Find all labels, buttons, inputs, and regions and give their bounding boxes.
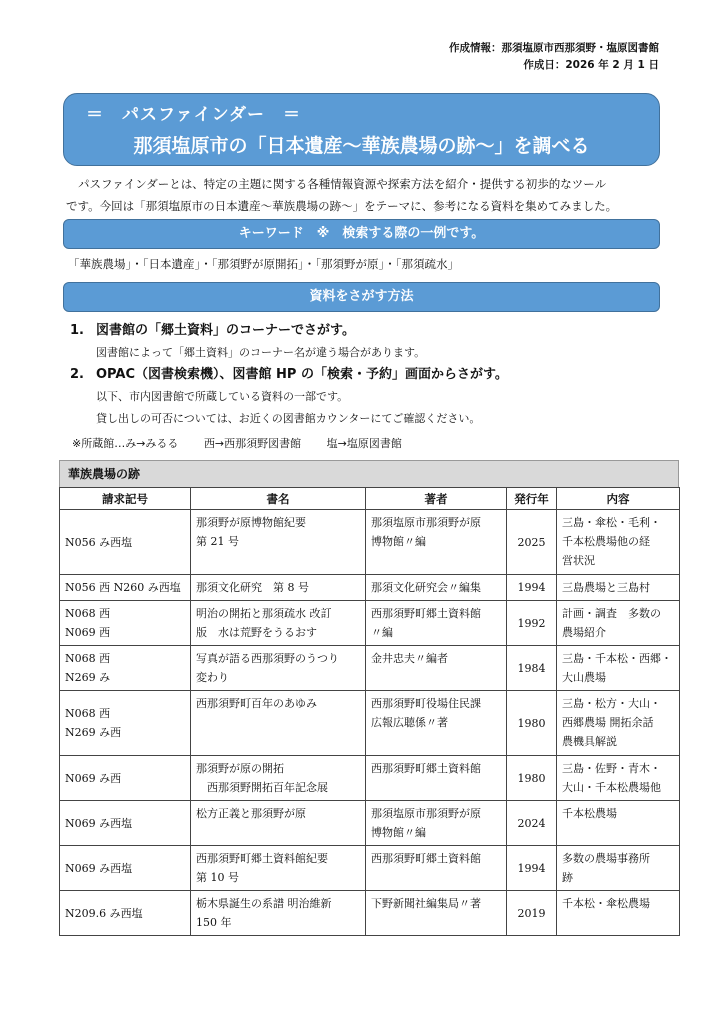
cell-call-number-line: N068 西 bbox=[65, 652, 111, 665]
cell-book-title bbox=[191, 756, 366, 801]
cell-content-line: 跡 bbox=[562, 871, 573, 884]
library-legend bbox=[72, 435, 424, 451]
legend-shiobara: 塩→塩原図書館 bbox=[326, 437, 402, 450]
cell-content-line: 大山農場 bbox=[562, 671, 606, 684]
cell-call-number bbox=[60, 601, 191, 646]
cell-call-number-line: N209.6 み西塩 bbox=[65, 906, 143, 920]
cell-author-line: 金井忠夫〃編者 bbox=[371, 652, 448, 665]
table-row bbox=[60, 891, 680, 936]
cell-content-line: 三島・松方・大山・ bbox=[562, 697, 661, 710]
table-row bbox=[60, 601, 680, 646]
header-author: 著者 bbox=[366, 488, 507, 510]
cell-call-number bbox=[60, 510, 191, 575]
cell-call-number bbox=[60, 801, 191, 846]
method-num: 1. bbox=[70, 323, 84, 338]
cell-book-title-line: 西那須野町百年のあゆみ bbox=[196, 697, 317, 710]
method-label: OPAC（図書検索機）、図書館 HP の「検索・予約」画面からさがす。 bbox=[96, 367, 508, 382]
cell-call-number-line: N068 西 bbox=[65, 607, 111, 620]
method-note: 以下、市内図書館で所蔵している資料の一部です。 bbox=[96, 390, 349, 403]
cell-year: 1994 bbox=[507, 575, 557, 601]
resource-table-section bbox=[59, 460, 679, 936]
cell-call-number bbox=[60, 575, 191, 601]
cell-book-title-line: 那須野が原の開拓 bbox=[196, 762, 284, 775]
cell-book-title-line: 西那須野開拓百年記念展 bbox=[196, 781, 328, 794]
intro-line-2: です。今回は「那須塩原市の日本遺産～華族農場の跡～」をテーマに、参考になる資料を集めてみました。 bbox=[66, 199, 618, 213]
cell-call-number-line: N269 み bbox=[65, 671, 111, 684]
cell-content-line: 西郷農場 開拓余話 bbox=[562, 716, 654, 729]
intro-text bbox=[66, 173, 666, 217]
cell-author bbox=[366, 646, 507, 691]
method-note: 図書館によって「郷土資料」のコーナー名が違う場合があります。 bbox=[96, 346, 426, 359]
cell-book-title bbox=[191, 691, 366, 756]
cell-author-line: 〃編 bbox=[371, 626, 393, 639]
cell-book-title-line: 第 21 号 bbox=[196, 535, 239, 548]
cell-book-title-line: 第 10 号 bbox=[196, 871, 239, 884]
cell-content-line: 三島農場と三島村 bbox=[562, 581, 650, 594]
cell-content bbox=[557, 510, 680, 575]
table-row bbox=[60, 846, 680, 891]
author-info: 作成情報：那須塩原市西那須野・塩原図書館 bbox=[449, 42, 659, 54]
cell-call-number-line: N269 み西 bbox=[65, 726, 122, 739]
table-row bbox=[60, 691, 680, 756]
cell-book-title bbox=[191, 601, 366, 646]
cell-year: 2024 bbox=[507, 801, 557, 846]
keyword-header: キーワード ※ 検索する際の一例です。 bbox=[63, 219, 660, 249]
cell-call-number-line: N056 み西塩 bbox=[65, 535, 133, 549]
cell-book-title bbox=[191, 846, 366, 891]
method-num: 2. bbox=[70, 367, 84, 382]
legend-mirumiru: ※所蔵館…み→みるる bbox=[72, 437, 179, 450]
method-header: 資料をさがす方法 bbox=[63, 282, 660, 312]
method-note: 貸し出しの可否については、お近くの図書館カウンターにてご確認ください。 bbox=[96, 412, 481, 425]
cell-call-number-line: N056 西 N260 み西塩 bbox=[65, 581, 181, 594]
cell-call-number bbox=[60, 691, 191, 756]
cell-call-number-line: N069 み西塩 bbox=[65, 861, 133, 875]
created-date: 作成日：2026 年 2 月 1 日 bbox=[523, 59, 659, 71]
cell-content-line: 千本松農場他の経 bbox=[562, 535, 650, 548]
cell-author-line: 西那須野町郷土資料館 bbox=[371, 852, 481, 865]
cell-content-line: 営状況 bbox=[562, 554, 595, 567]
cell-content-line: 農機具解説 bbox=[562, 735, 617, 748]
header-call-number: 請求記号 bbox=[60, 488, 191, 510]
cell-content-line: 多数の農場事務所 bbox=[562, 852, 650, 865]
cell-content-line: 三島・佐野・青木・ bbox=[562, 762, 661, 775]
cell-content-line: 千本松農場 bbox=[562, 807, 617, 820]
cell-content-line: 三島・千本松・西郷・ bbox=[562, 652, 672, 665]
cell-content bbox=[557, 801, 680, 846]
method-list bbox=[70, 320, 670, 430]
cell-content-line: 農場紹介 bbox=[562, 626, 606, 639]
cell-call-number bbox=[60, 846, 191, 891]
method-label: 図書館の「郷土資料」のコーナーでさがす。 bbox=[96, 323, 355, 338]
cell-content-line: 大山・千本松農場他 bbox=[562, 781, 661, 794]
cell-author bbox=[366, 756, 507, 801]
intro-line-1: パスファインダーとは、特定の主題に関する各種情報資源や探索方法を紹介・提供する初歩的なツール bbox=[78, 177, 607, 191]
keyword-list: 「華族農場」・「日本遺産」・「那須野が原開拓」・「那須野が原」・「那須疏水」 bbox=[68, 257, 459, 271]
table-row bbox=[60, 801, 680, 846]
cell-author-line: 西那須野町役場住民課 bbox=[371, 697, 481, 710]
cell-author bbox=[366, 846, 507, 891]
table-section-title: 華族農場の跡 bbox=[59, 460, 679, 487]
cell-year: 2025 bbox=[507, 510, 557, 575]
title-pathfinder: ＝ パスファインダー ＝ bbox=[86, 105, 301, 125]
table-row bbox=[60, 575, 680, 601]
cell-book-title bbox=[191, 510, 366, 575]
cell-content bbox=[557, 691, 680, 756]
cell-author-line: 西那須野町郷土資料館 bbox=[371, 762, 481, 775]
cell-book-title-line: 栃木県誕生の系譜 明治維新 bbox=[196, 897, 332, 910]
method-item-2 bbox=[70, 364, 670, 386]
cell-book-title-line: 松方正義と那須野が原 bbox=[196, 807, 306, 820]
cell-call-number bbox=[60, 891, 191, 936]
cell-call-number bbox=[60, 756, 191, 801]
cell-author bbox=[366, 801, 507, 846]
cell-author bbox=[366, 510, 507, 575]
cell-content-line: 計画・調査 多数の bbox=[562, 607, 661, 620]
cell-book-title-line: 変わり bbox=[196, 671, 229, 684]
cell-content-line: 三島・傘松・毛利・ bbox=[562, 516, 661, 529]
cell-content bbox=[557, 891, 680, 936]
cell-author-line: 那須塩原市那須野が原 bbox=[371, 516, 481, 529]
cell-book-title bbox=[191, 646, 366, 691]
cell-book-title bbox=[191, 575, 366, 601]
legend-nishinasuno: 西→西那須野図書館 bbox=[203, 437, 302, 450]
cell-book-title-line: 写真が語る西那須野のうつり bbox=[196, 652, 339, 665]
cell-year: 1980 bbox=[507, 756, 557, 801]
cell-content bbox=[557, 756, 680, 801]
cell-author-line: 西那須野町郷土資料館 bbox=[371, 607, 481, 620]
cell-author bbox=[366, 691, 507, 756]
cell-book-title bbox=[191, 891, 366, 936]
cell-author-line: 博物館〃編 bbox=[371, 826, 426, 839]
cell-book-title-line: 版 水は荒野をうるおす bbox=[196, 626, 317, 639]
cell-author-line: 博物館〃編 bbox=[371, 535, 426, 548]
cell-author bbox=[366, 891, 507, 936]
cell-call-number-line: N069 み西塩 bbox=[65, 816, 133, 830]
cell-year: 1992 bbox=[507, 601, 557, 646]
cell-content-line: 千本松・傘松農場 bbox=[562, 897, 650, 910]
table-row bbox=[60, 756, 680, 801]
cell-book-title-line: 那須文化研究 第 8 号 bbox=[196, 581, 309, 594]
cell-book-title-line: 西那須野町郷土資料館紀要 bbox=[196, 852, 328, 865]
cell-author-line: 那須塩原市那須野が原 bbox=[371, 807, 481, 820]
cell-book-title bbox=[191, 801, 366, 846]
cell-call-number-line: N069 西 bbox=[65, 626, 111, 639]
document-meta bbox=[449, 40, 659, 74]
cell-call-number bbox=[60, 646, 191, 691]
page-title: 那須塩原市の「日本遺産～華族農場の跡～」を調べる bbox=[133, 135, 590, 157]
cell-year: 2019 bbox=[507, 891, 557, 936]
cell-author-line: 下野新聞社編集局〃著 bbox=[371, 897, 481, 910]
cell-content bbox=[557, 601, 680, 646]
header-year: 発行年 bbox=[507, 488, 557, 510]
cell-content bbox=[557, 575, 680, 601]
table-row bbox=[60, 646, 680, 691]
cell-content bbox=[557, 646, 680, 691]
table-row bbox=[60, 510, 680, 575]
resource-table bbox=[59, 487, 680, 936]
cell-book-title-line: 150 年 bbox=[196, 916, 232, 929]
cell-year: 1994 bbox=[507, 846, 557, 891]
cell-author bbox=[366, 601, 507, 646]
cell-author bbox=[366, 575, 507, 601]
cell-book-title-line: 明治の開拓と那須疏水 改訂 bbox=[196, 607, 332, 620]
cell-content bbox=[557, 846, 680, 891]
cell-year: 1984 bbox=[507, 646, 557, 691]
cell-author-line: 広報広聴係〃著 bbox=[371, 716, 448, 729]
cell-call-number-line: N068 西 bbox=[65, 707, 111, 720]
cell-book-title-line: 那須野が原博物館紀要 bbox=[196, 516, 306, 529]
header-content: 内容 bbox=[557, 488, 680, 510]
method-item-1 bbox=[70, 320, 670, 342]
cell-call-number-line: N069 み西 bbox=[65, 771, 122, 785]
table-header-row bbox=[60, 488, 680, 510]
cell-year: 1980 bbox=[507, 691, 557, 756]
title-banner bbox=[63, 93, 660, 166]
cell-author-line: 那須文化研究会〃編集 bbox=[371, 581, 481, 594]
header-book-title: 書名 bbox=[191, 488, 366, 510]
